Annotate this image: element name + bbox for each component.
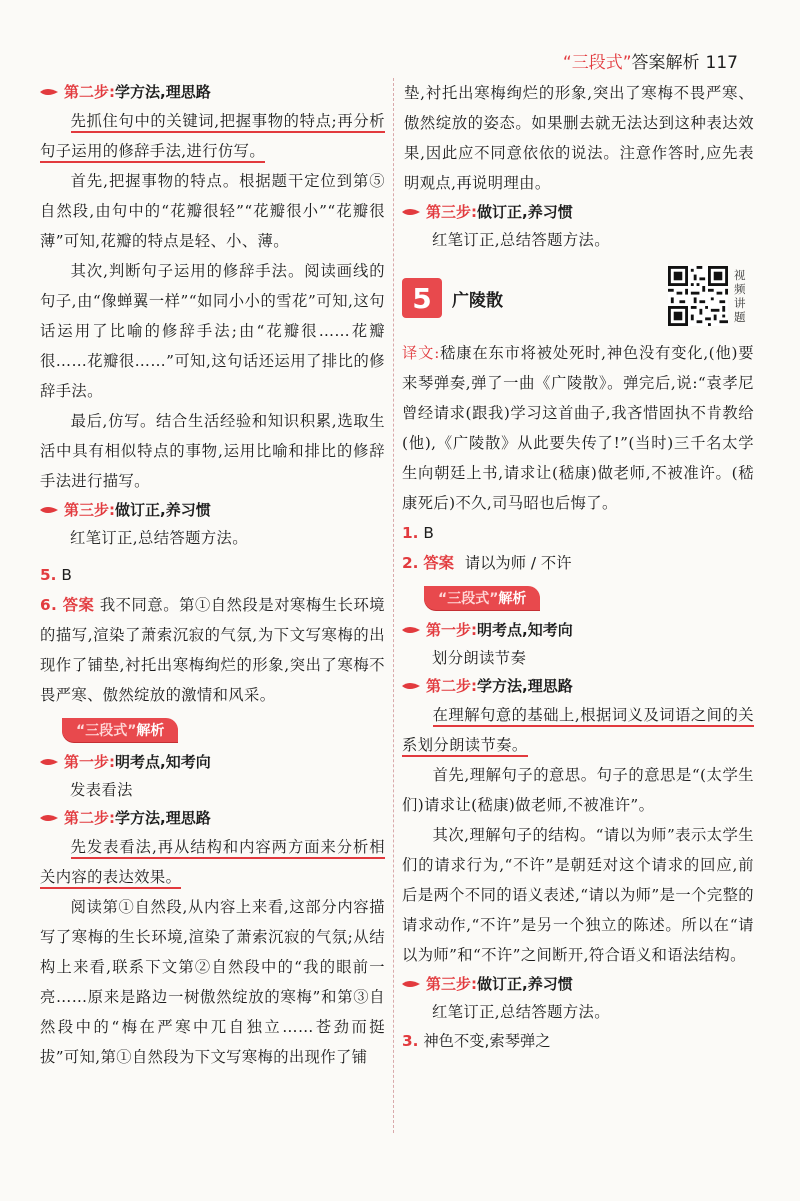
step-detail: 发表看法 [70, 781, 133, 799]
arrow-icon [402, 624, 420, 636]
step-label: 第三步: [426, 975, 477, 993]
step-label: 第二步: [64, 83, 115, 101]
section-header [402, 268, 754, 328]
arrow-icon [402, 680, 420, 692]
method-underlined: 在理解句意的基础上,根据词义及词语之间的关系划分朗读节奏。 [402, 700, 754, 760]
step-three-heading [40, 496, 385, 524]
correction-note: 红笔订正,总结答题方法。 [432, 1003, 610, 1021]
analysis-paragraph: 其次,判断句子运用的修辞手法。阅读画线的句子,由“像蝉翼一样”“如同小小的雪花”可知,这句话运用了比喻的修辞手法;由“花瓣很……花瓣很……花瓣很……”可知,这句话还运用了排比的修辞手法。 [40, 262, 385, 400]
correction-note: 红笔订正,总结答题方法。 [432, 231, 610, 249]
question-number: 5. [40, 566, 57, 584]
analysis-paragraph: 最后,仿写。结合生活经验和知识积累,选取生活中具有相似特点的事物,运用比喻和排比的修辞手法进行描写。 [40, 412, 385, 490]
step-label: 第二步: [64, 809, 115, 827]
step-three-heading [402, 198, 754, 226]
video-label: 视频讲题 [734, 268, 746, 324]
answer-text: 神色不变,索琴弹之 [423, 1032, 551, 1050]
step-two-heading [402, 672, 754, 700]
arrow-icon [402, 978, 420, 990]
section-number: 5 [402, 278, 442, 318]
question-3 [402, 1026, 754, 1056]
step-label: 第一步: [426, 621, 477, 639]
analysis-paragraph-continued: 垫,衬托出寒梅绚烂的形象,突出了寒梅不畏严寒、傲然绽放的姿态。如果删去就无法达到这种表达效果,因此应不同意依依的说法。注意作答时,应先表明观点,再说明理由。 [404, 84, 754, 192]
step-detail: 划分朗读节奏 [432, 649, 527, 667]
arrow-icon [402, 206, 420, 218]
answer-text: 请以为师 / 不许 [464, 554, 572, 572]
right-column [402, 78, 754, 1056]
analysis-paragraph: 首先,理解句子的意思。句子的意思是“(太学生们)请求让(嵇康)做老师,不被准许”。 [402, 766, 754, 814]
analysis-paragraph: 其次,理解句子的结构。“请以为师”表示太学生们的请求行为,“不许”是朝廷对这个请求的回应,前后是两个不同的语义表述,“请以为师”是一个完整的请求动作,“不许”是另一个独立的陈述。所以在“请以为师”和“不许”之间断开,符合语义和语法结构。 [402, 826, 754, 964]
analysis-paragraph: 阅读第①自然段,从内容上来看,这部分内容描写了寒梅的生长环境,渲染了萧索沉寂的气氛;从结构上来看,联系下文第②自然段中的“我的眼前一亮……原来是路边一树傲然绽放的寒梅”和第③自然段中的“梅在严寒中兀自独立……苍劲而挺拔”可知,第①自然段为下文写寒梅的出现作了铺 [40, 898, 385, 1066]
answer-text: B [61, 566, 72, 584]
column-divider [393, 78, 394, 1133]
question-5 [40, 560, 385, 590]
question-number: 2. [402, 554, 419, 572]
arrow-icon [40, 756, 58, 768]
step-three-heading [402, 970, 754, 998]
step-text: 做订正,养习惯 [115, 501, 211, 519]
answer-label: 答案 [423, 554, 454, 572]
analysis-badge: “三段式”解析 [62, 718, 178, 742]
correction-note: 红笔订正,总结答题方法。 [70, 529, 248, 547]
step-one-heading [40, 748, 385, 776]
method-underlined: 先发表看法,再从结构和内容两方面来分析相关内容的表达效果。 [40, 832, 385, 892]
step-two-heading [40, 804, 385, 832]
step-text: 做订正,养习惯 [477, 203, 573, 221]
question-2 [402, 548, 754, 578]
arrow-icon [40, 504, 58, 516]
step-text: 做订正,养习惯 [477, 975, 573, 993]
step-label: 第三步: [426, 203, 477, 221]
step-text: 学方法,理思路 [477, 677, 573, 695]
question-number: 6. [40, 596, 58, 614]
analysis-paragraph: 首先,把握事物的特点。根据题干定位到第⑤自然段,由句中的“花瓣很轻”“花瓣很小”“花瓣很薄”可知,花瓣的特点是轻、小、薄。 [40, 172, 385, 250]
step-two-heading [40, 78, 385, 106]
header-title: 答案解析 [631, 53, 700, 73]
step-label: 第二步: [426, 677, 477, 695]
series-name: “三段式” [562, 53, 632, 73]
section-title: 广陵散 [452, 290, 503, 311]
arrow-icon [40, 86, 58, 98]
step-text: 学方法,理思路 [115, 83, 211, 101]
qr-code-icon[interactable] [668, 266, 728, 326]
question-number: 1. [402, 524, 419, 542]
question-number: 3. [402, 1032, 419, 1050]
question-1 [402, 518, 754, 548]
step-label: 第一步: [64, 753, 115, 771]
page-header [563, 48, 738, 73]
question-6 [40, 590, 385, 710]
answer-text: B [423, 524, 434, 542]
answer-label: 答案 [62, 596, 95, 614]
step-text: 明考点,知考向 [115, 753, 211, 771]
translation: 译文:嵇康在东市将被处死时,神色没有变化,(他)要来琴弹奏,弹了一曲《广陵散》。弹完后,说:“袁孝尼曾经请求(跟我)学习这首曲子,我吝惜固执不肯教给(他),《广陵散》从此要失传了!”(当时)三千名太学生向朝廷上书,请求让(嵇康)做老师,不被准许。(嵇康死后)不久,司马昭也后悔了。 [402, 344, 755, 512]
step-label: 第三步: [64, 501, 115, 519]
page-number: 117 [705, 53, 738, 73]
answer-text: 我不同意。第①自然段是对寒梅生长环境的描写,渲染了萧索沉寂的气氛,为下文写寒梅的出现作了铺垫,衬托出寒梅绚烂的形象,突出了寒梅不畏严寒、傲然绽放的激情和风采。 [40, 596, 386, 704]
step-text: 明考点,知考向 [477, 621, 573, 639]
step-text: 学方法,理思路 [115, 809, 211, 827]
step-one-heading [402, 616, 754, 644]
method-underlined: 先抓住句中的关键词,把握事物的特点;再分析句子运用的修辞手法,进行仿写。 [40, 106, 385, 166]
arrow-icon [40, 812, 58, 824]
left-column [40, 78, 385, 1072]
analysis-badge: “三段式”解析 [424, 586, 540, 610]
